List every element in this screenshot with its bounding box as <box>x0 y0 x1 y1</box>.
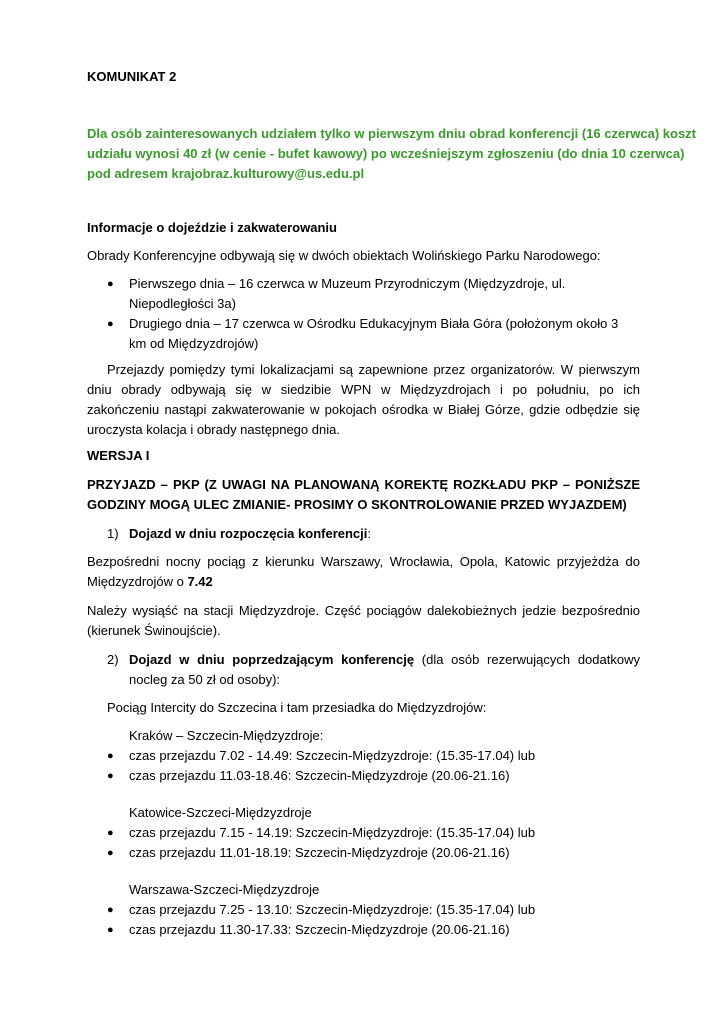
bullet-icon: ● <box>107 750 114 762</box>
route-time: czas przejazdu 11.01-18.19: Szczecin-Międzyzdroje (20.06-21.16) <box>129 845 510 860</box>
transfer-line: uroczysta kolacja i obrady następnego dnia. <box>87 422 340 437</box>
route-time: czas przejazdu 7.02 - 14.49: Szczecin-Międzyzdroje: (15.35-17.04) lub <box>129 748 536 763</box>
route-name: Kraków – Szczecin-Międzyzdroje: <box>129 728 324 743</box>
bullet-icon: ● <box>107 924 114 936</box>
item-number: 2) <box>107 652 119 667</box>
list-item <box>87 314 640 354</box>
transfer-line: zakończeniu nastąpi zakwaterowanie w pokojach ośrodka w Białej Górze, gdzie odbędzie się <box>87 402 640 417</box>
transfer-paragraph <box>87 360 640 440</box>
item-number: 1) <box>107 526 119 541</box>
venue-text: km od Międzyzdrojów) <box>129 336 259 351</box>
list-item <box>87 766 640 786</box>
intro-text: Obrady Konferencyjne odbywają się w dwóch obiektach Wolińskiego Parku Narodowego: <box>87 248 601 263</box>
venue-text: Drugiego dnia – 17 czerwca w Ośrodku Edukacyjnym Biała Góra (położonym około 3 <box>129 316 619 331</box>
route-time: czas przejazdu 11.30-17.33: Szczecin-Międzyzdroje (20.06-21.16) <box>129 922 510 937</box>
list-item <box>87 274 640 314</box>
route-time: czas przejazdu 7.25 - 13.10: Szczecin-Międzyzdroje: (15.35-17.04) lub <box>129 902 536 917</box>
notice-line: pod adresem krajobraz.kulturowy@us.edu.pl <box>87 166 365 181</box>
option-note: nocleg za 50 zł od osoby): <box>129 672 281 687</box>
station-info <box>87 601 640 641</box>
pkp-heading <box>87 475 640 515</box>
station-line: (kierunek Świnoujście). <box>87 623 221 638</box>
route-name: Katowice-Szczeci-Międzyzdroje <box>129 805 312 820</box>
list-item <box>87 746 640 766</box>
heading: KOMUNIKAT 2 <box>87 69 177 84</box>
pkp-line: PRZYJAZD – PKP (Z UWAGI NA PLANOWANĄ KOREKTĘ ROZKŁADU PKP – PONIŻSZE <box>87 477 640 492</box>
notice-line: udziału wynosi 40 zł (w cenie - bufet kawowy) po wcześniejszym zgłoszeniu (do dnia 10 czerwca) <box>87 146 685 161</box>
numbered-item <box>87 650 640 690</box>
option-title: Dojazd w dniu rozpoczęcia konferencji <box>129 526 368 541</box>
list-item <box>87 920 640 940</box>
route-krakow <box>87 726 640 786</box>
option-suffix: : <box>367 526 371 541</box>
intercity-text: Pociąg Intercity do Szczecina i tam przesiadka do Międzyzdrojów: <box>107 700 487 715</box>
station-line: Należy wysiąść na stacji Międzyzdroje. Część pociągów dalekobieżnych jedzie bezpośrednio <box>87 603 640 618</box>
option-note: (dla osób rezerwujących dodatkowy <box>414 652 640 667</box>
section-title: Informacje o dojeździe i zakwaterowaniu <box>87 220 337 235</box>
route-warszawa <box>87 880 640 940</box>
desc-line: Międzyzdrojów o <box>87 574 188 589</box>
option-1-heading <box>87 524 640 544</box>
list-item <box>87 900 640 920</box>
version-heading: WERSJA I <box>87 448 150 463</box>
option-2-heading <box>87 650 640 690</box>
bullet-icon: ● <box>107 847 114 859</box>
bullet-icon: ● <box>107 770 114 782</box>
bullet-icon: ● <box>107 278 114 290</box>
route-name: Warszawa-Szczeci-Międzyzdroje <box>129 882 320 897</box>
route-time: czas przejazdu 11.03-18.46: Szczecin-Międzyzdroje (20.06-21.16) <box>129 768 510 783</box>
option-1-description <box>87 552 640 592</box>
route-time: czas przejazdu 7.15 - 14.19: Szczecin-Międzyzdroje: (15.35-17.04) lub <box>129 825 536 840</box>
venue-list <box>87 274 640 354</box>
desc-line: Bezpośredni nocny pociąg z kierunku Warszawy, Wrocławia, Opola, Katowic przyjeżdża do <box>87 554 640 569</box>
route-katowice <box>87 803 640 863</box>
bullet-icon: ● <box>107 904 114 916</box>
notice-line: Dla osób zainteresowanych udziałem tylko w pierwszym dniu obrad konferencji (16 czerwca) koszt <box>87 126 697 141</box>
numbered-item <box>87 524 640 544</box>
transfer-line: dniu obrady odbywają się w siedzibie WPN w Międzyzdrojach i po południu, po ich <box>87 382 640 397</box>
list-item <box>87 823 640 843</box>
bullet-icon: ● <box>107 827 114 839</box>
venue-text: Pierwszego dnia – 16 czerwca w Muzeum Przyrodniczym (Międzyzdroje, ul. <box>129 276 566 291</box>
option-title: Dojazd w dniu poprzedzającym konferencję <box>129 652 415 667</box>
bullet-icon: ● <box>107 318 114 330</box>
list-item <box>87 843 640 863</box>
attendance-notice <box>87 124 697 184</box>
arrival-time: 7.42 <box>187 574 213 589</box>
venue-text: Niepodległości 3a) <box>129 296 236 311</box>
transfer-line: Przejazdy pomiędzy tymi lokalizacjami są zapewnione przez organizatorów. W pierwszym <box>107 362 640 377</box>
pkp-line: GODZINY MOGĄ ULEC ZMIANIE- PROSIMY O SKONTROLOWANIE PRZED WYJAZDEM) <box>87 497 627 512</box>
